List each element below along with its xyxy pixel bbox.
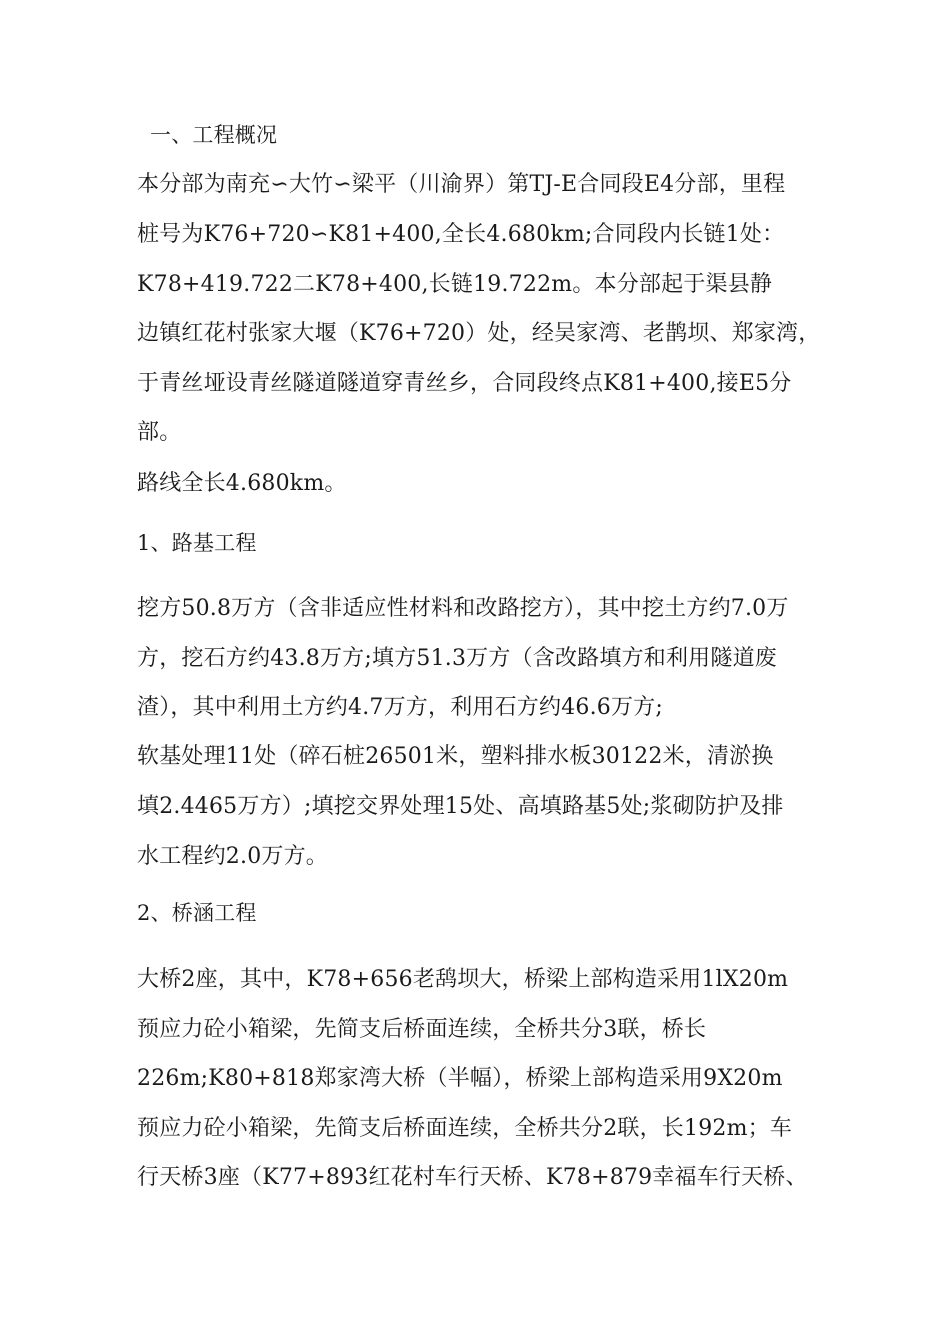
overview-line-5: 于青丝垭设青丝隧道隧道穿青丝乡，合同段终点K81+400,接E5分 — [137, 371, 792, 396]
bridge-line-3: 226m;K80+818郑家湾大桥（半幅），桥梁上部构造采用9X20m — [137, 1066, 783, 1091]
bridge-line-1: 大桥2座，其中，K78+656老鸹坝大，桥梁上部构造采用1lX20m — [137, 967, 789, 992]
section-heading-bridge: 2、桥涵工程 — [137, 901, 257, 925]
bridge-line-5: 行天桥3座（K77+893红花村车行天桥、K78+879幸福车行天桥、 — [137, 1165, 808, 1190]
overview-line-4: 边镇红花村张家大堰（K76+720）处，经吴家湾、老鹊坝、郑家湾， — [137, 321, 821, 346]
subgrade-line-1: 挖方50.8万方（含非适应性材料和改路挖方），其中挖土方约7.0万 — [137, 596, 789, 621]
overview-line-2: 桩号为K76+720∽K81+400,全长4.680km;合同段内长链1处： — [137, 222, 785, 247]
route-length-text: 路线全长4.680km。 — [137, 471, 347, 496]
subgrade-line-2: 方，挖石方约43.8万方;填方51.3万方（含改路填方和利用隧道废 — [137, 646, 777, 671]
bridge-line-2: 预应力砼小箱梁，先简支后桥面连续，全桥共分3联，桥长 — [137, 1017, 707, 1042]
section-heading-overview: 一、工程概况 — [150, 123, 278, 147]
section-heading-subgrade: 1、路基工程 — [137, 531, 257, 555]
subgrade-line-3: 渣），其中利用土方约4.7万方，利用石方约46.6万方; — [137, 695, 663, 720]
subgrade-line-5: 填2.4465万方）;填挖交界处理15处、高填路基5处;浆砌防护及排 — [137, 794, 784, 819]
overview-line-1: 本分部为南充∽大竹∽梁平（川渝界）第TJ-E合同段E4分部，里程 — [137, 172, 786, 197]
subgrade-line-4: 软基处理11处（碎石桩26501米，塑料排水板30122米，清淤换 — [137, 744, 774, 769]
bridge-line-4: 预应力砼小箱梁，先简支后桥面连续，全桥共分2联，长192m；车 — [137, 1116, 793, 1141]
overview-line-3: K78+419.722二K78+400,长链19.722m。本分部起于渠县静 — [137, 272, 773, 297]
subgrade-line-6: 水工程约2.0万方。 — [137, 844, 328, 869]
overview-line-6: 部。 — [137, 420, 182, 445]
